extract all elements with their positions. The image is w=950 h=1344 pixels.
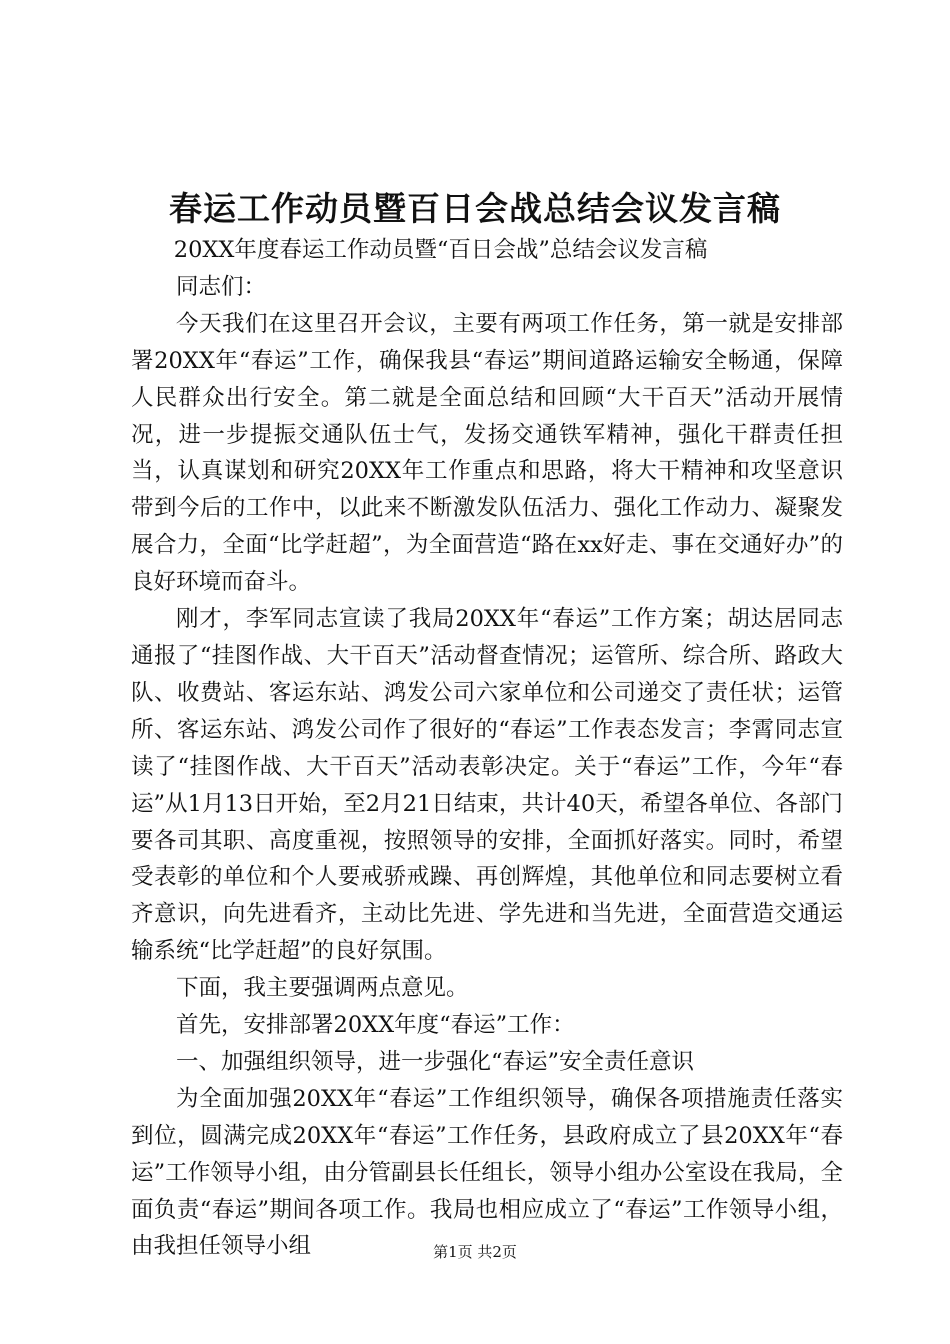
body-paragraph: 为全面加强20XX年“春运”工作组织领导，确保各项措施责任落实到位，圆满完成20XX年“春运”工作任务，县政府成立了县20XX年“春运”工作领导小组，由分管副县长任组长，领导小组办公室设在我局，全面负责“春运”期间各项工作。我局也相应成立了“春运”工作领导小组，由我担任领导小组 — [131, 1085, 843, 1260]
body-paragraph: 刚才，李军同志宣读了我局20XX年“春运”工作方案；胡达居同志通报了“挂图作战、大干百天”活动督查情况；运管所、综合所、路政大队、收费站、客运东站、鸿发公司六家单位和公司递交了责任状；运管所、客运东站、鸿发公司作了很好的“春运”工作表态发言；李霄同志宣读了“挂图作战、大干百天”活动表彰决定。关于“春运”工作，今年“春运”从1月13日开始，至2月21日结束，共计40天，希望各单位、各部门要各司其职、高度重视，按照领导的安排，全面抓好落实。同时，希望受表彰的单位和个人要戒骄戒躁、再创辉煌，其他单位和同志要树立看齐意识，向先进看齐，主动比先进、学先进和当先进，全面营造交通运输系统“比学赶超”的良好氛围。 — [131, 606, 843, 965]
body-paragraph: 首先，安排部署20XX年度“春运”工作： — [176, 1012, 575, 1039]
document-title: 春运工作动员暨百日会战总结会议发言稿 — [169, 189, 781, 228]
body-paragraph: 下面，我主要强调两点意见。 — [176, 975, 469, 1002]
document-subtitle: 20XX年度春运工作动员暨“百日会战”总结会议发言稿 — [173, 237, 708, 263]
salutation: 同志们： — [176, 273, 267, 300]
page-number-footer: 第1页 共2页 — [433, 1243, 517, 1261]
document-body — [131, 232, 843, 1265]
section-heading: 一、加强组织领导，进一步强化“春运”安全责任意识 — [176, 1048, 695, 1075]
body-paragraph: 今天我们在这里召开会议，主要有两项工作任务，第一就是安排部署20XX年“春运”工作，确保我县“春运”期间道路运输安全畅通，保障人民群众出行安全。第二就是全面总结和回顾“大干百天”活动开展情况，进一步提振交通队伍士气，发扬交通铁军精神，强化干群责任担当，认真谋划和研究20XX年工作重点和思路，将大干精神和攻坚意识带到今后的工作中，以此来不断激发队伍活力、强化工作动力、凝聚发展合力，全面“比学赶超”，为全面营造“路在xx好走、事在交通好办”的良好环境而奋斗。 — [131, 310, 843, 596]
